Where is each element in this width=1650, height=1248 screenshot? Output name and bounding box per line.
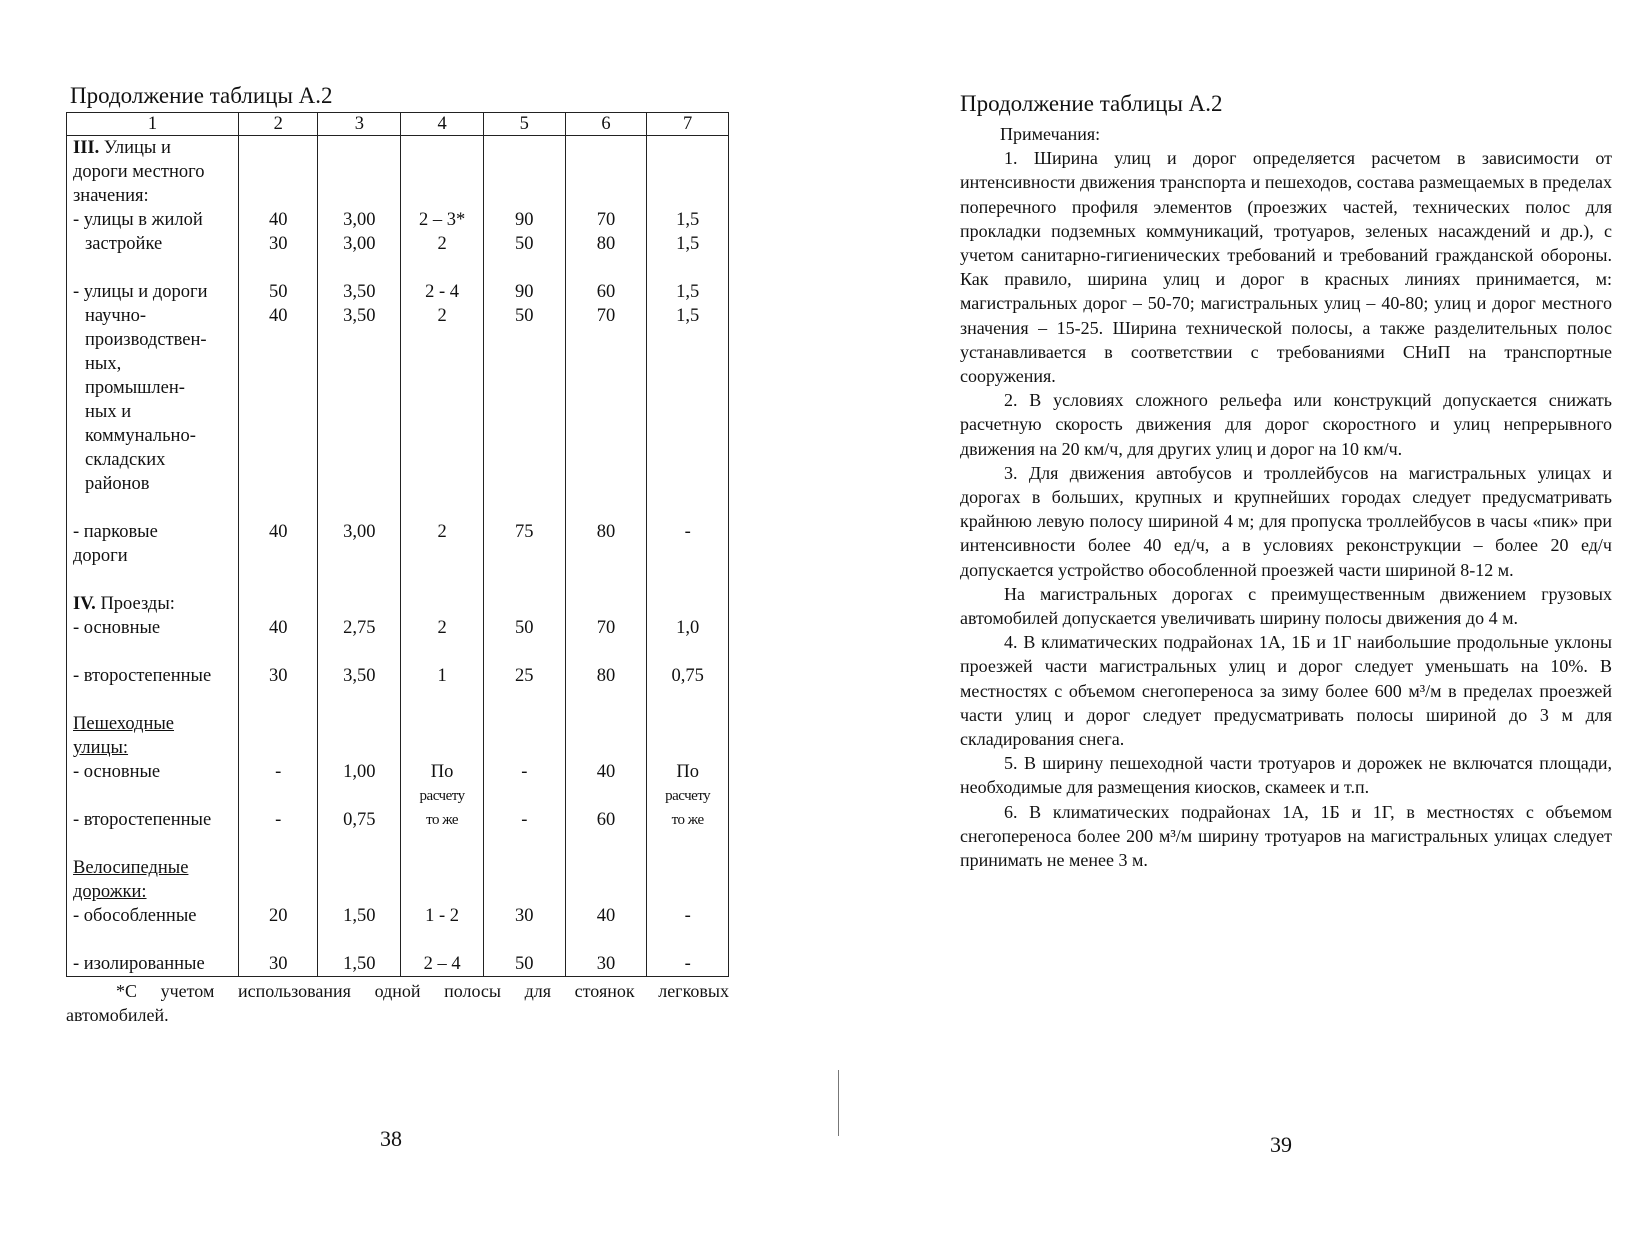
data-table (66, 112, 729, 977)
note-paragraph: 6. В климатических подрайонах 1А, 1Б и 1Г, в местностях с объемом снегопереноса более 200 м³/м ширину тротуаров на магистральных улицах следует принимать не менее 3 м. (960, 801, 1612, 871)
column-header: 5 (483, 113, 565, 136)
table-row: - парковые дороги 40 3,00 2 75 80 - (67, 520, 729, 568)
table-footnote: *С учетом использования одной полосы для стоянок легковых автомобилей. (66, 981, 729, 1025)
table-row: - обособленные 20 1,50 1 - 2 30 40 - (67, 904, 729, 928)
note-paragraph: 2. В условиях сложного рельефа или конструкций допускается снижать расчетную скорость движения для дорог скоростного и улиц непрерывного движения на 20 км/ч, для других улиц и дорог на 10 км/ч. (960, 390, 1612, 459)
section-heading-row (67, 136, 729, 209)
note-paragraph: На магистральных дорогах с преимущественным движением грузовых автомобилей допускается увеличивать ширину полосы движения до 4 м. (960, 583, 1612, 629)
section-title: IV. Проезды: (67, 592, 239, 616)
note-paragraph: 3. Для движения автобусов и троллейбусов на магистральных улицах и дорогах в больших, крупных и крупнейших городах следует предусматривать крайнюю левую полосу шириной 4 м; для пропуска троллейбусов в часы «пик» при интенсивности более 40 ед/ч, а в условиях реконструкции – более 20 ед/ч допускается устройство обособленной проезжей части шириной 8-12 м. (960, 462, 1612, 580)
table-row: - основные 40 2,75 2 50 70 1,0 (67, 616, 729, 640)
page-number-left: 38 (380, 1126, 402, 1151)
table-header-row (67, 113, 729, 136)
section-title: Пешеходные улицы: (67, 712, 239, 760)
note-paragraph: 4. В климатических подрайонах 1А, 1Б и 1Г наибольшие продольные уклоны проезжей части магистральных улиц и дорог следует уменьшать на 10%. В местностях с объемом снегопереноса за зиму более 600 м³/м в пределах проезжей части улиц и дорог следует предусматривать полосы шириной до 3 м для складирования снега. (960, 632, 1612, 750)
page-divider (838, 1070, 839, 1136)
section-heading-row (67, 592, 729, 616)
right-page (960, 90, 1612, 872)
column-header: 6 (565, 113, 647, 136)
column-header: 7 (647, 113, 729, 136)
table-caption: Продолжение таблицы А.2 (960, 91, 1223, 116)
page-number-right: 39 (1270, 1132, 1292, 1157)
table-row: - изолированные 30 1,50 2 – 4 50 30 - (67, 952, 729, 977)
section-title: Велосипедные дорожки: (67, 856, 239, 904)
column-header: 4 (401, 113, 484, 136)
table-row: - улицы в жилой застройке 40 30 3,00 3,00 2 – 3* 2 90 50 70 80 1,5 1,5 (67, 208, 729, 256)
note-paragraph: 5. В ширину пешеходной части тротуаров и дорожек не включатся площади, необходимые для размещения киосков, скамеек и т.п. (960, 753, 1612, 798)
table-caption: Продолжение таблицы А.2 (70, 83, 333, 108)
table-row: - основные - второстепенные - - 1,00 0,75 По расчету то же - - 40 60 По расчету то же (67, 760, 729, 832)
table-row: - второстепенные 30 3,50 1 25 80 0,75 (67, 664, 729, 688)
column-header: 3 (318, 113, 401, 136)
notes-heading: Примечания: (1000, 124, 1101, 144)
section-heading-row (67, 712, 729, 760)
left-page (66, 82, 731, 1027)
notes-block (960, 122, 1612, 872)
column-header: 2 (238, 113, 318, 136)
column-header: 1 (67, 113, 239, 136)
note-paragraph: 1. Ширина улиц и дорог определяется расчетом в зависимости от интенсивности движения транспорта и пешеходов, состава размещаемых в пределах поперечного профиля элементов (проезжих частей, технических полос для прокладки подземных коммуникаций, тротуаров, зеленых насаждений и др.), с учетом санитарно-гигиенических требований и требований гражданской обороны. Как правило, ширина улиц и дорог в красных линиях принимается, м: магистральных дорог – 50-70; магистральных улиц – 40-80; улиц и дорог местного значения – 15-25. Ширина технической полосы, а также разделительных полос устанавливается в соответствии с требованиями СНиП на транспортные сооружения. (960, 148, 1612, 387)
section-title: III. Улицы и дороги местного значения: (67, 136, 239, 209)
table-row: - улицы и дороги научно- производствен- ных, промышлен- ных и коммунально- складских районов 50 40 3,50 3,50 2 - 4 2 90 50 60 70 1,5 1,5 (67, 280, 729, 496)
section-heading-row (67, 856, 729, 904)
